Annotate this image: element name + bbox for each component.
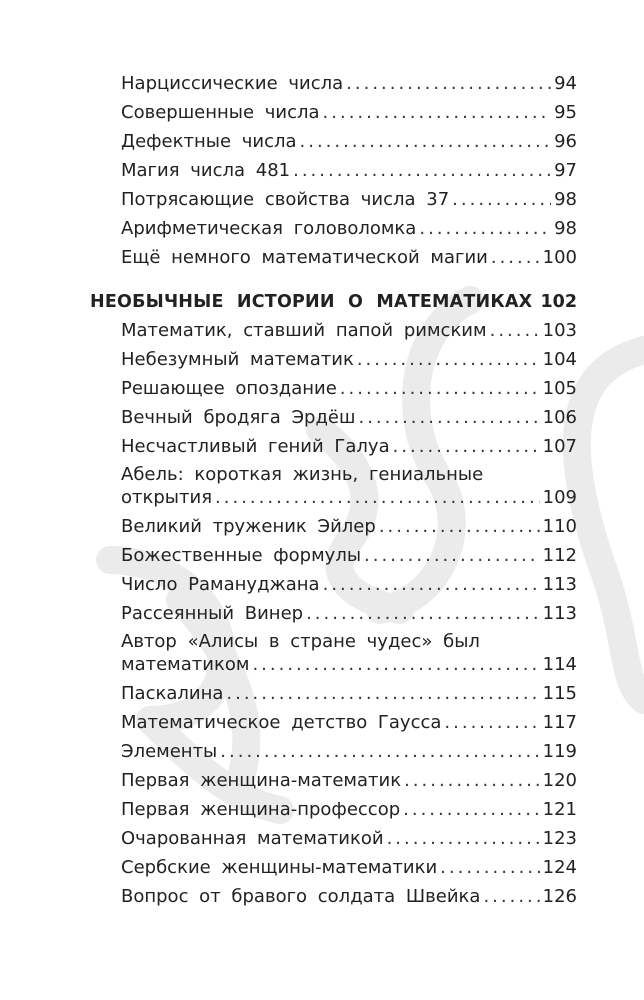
toc-entry-title: Вопрос от бравого солдата Швейка (121, 886, 481, 907)
toc-entry[interactable] (121, 515, 577, 539)
toc-entry-page: 121 (542, 799, 577, 820)
toc-leader (364, 544, 540, 568)
toc-entry-page: 106 (542, 407, 577, 428)
toc-leader (357, 348, 540, 372)
toc-entry-title: Несчастливый гений Галуа (121, 436, 390, 457)
toc-section-heading[interactable] (90, 290, 577, 314)
toc-entry-title: Решающее опоздание (121, 378, 337, 399)
toc-entry[interactable] (121, 406, 577, 430)
toc-entry-page: 115 (542, 683, 577, 704)
toc-entry-title: Число Рамануджана (121, 574, 320, 595)
toc-entry-title: Вечный бродяга Эрдёш (121, 407, 356, 428)
toc-entry-page: 113 (542, 574, 577, 595)
toc-entry-title: Первая женщина-профессор (121, 799, 401, 820)
toc-entry-title: Ещё немного математической магии (121, 247, 488, 268)
section-page: 102 (540, 292, 577, 312)
toc-entry-page: 109 (542, 487, 577, 508)
toc-entry-page: 114 (542, 654, 577, 675)
toc-entry-page: 112 (542, 545, 577, 566)
toc-entry[interactable] (121, 188, 577, 212)
toc-entry-page: 97 (554, 160, 577, 181)
toc-entry[interactable] (121, 740, 577, 764)
toc-entry-title: Паскалина (121, 683, 224, 704)
toc-entry-page: 96 (554, 131, 577, 152)
toc-entry[interactable] (121, 682, 577, 706)
toc-leader (215, 486, 540, 510)
toc-entry-title: Нарциссические числа (121, 73, 344, 94)
toc-entry[interactable] (121, 72, 577, 96)
toc-leader (323, 101, 552, 125)
toc-entry-page: 98 (554, 189, 577, 210)
toc-entry-title: Дефектные числа (121, 131, 297, 152)
toc-entry-page: 94 (554, 73, 577, 94)
toc-entry[interactable] (121, 435, 577, 459)
toc-leader (252, 653, 539, 677)
toc-entry[interactable] (121, 159, 577, 183)
toc-leader (226, 682, 539, 706)
toc-entry-title-line1: Абель: короткая жизнь, гениальные (121, 464, 484, 485)
toc-entry-page: 105 (542, 378, 577, 399)
toc-entry-page: 100 (542, 247, 577, 268)
toc-leader (535, 290, 537, 314)
toc-entry-title: Потрясающие свойства числа 37 (121, 189, 450, 210)
toc-entry[interactable] (121, 486, 577, 510)
toc-leader (419, 217, 551, 241)
toc-entry-title: Очарованная математикой (121, 828, 384, 849)
toc-entry-title: Божественные формулы (121, 545, 362, 566)
toc-entry[interactable] (121, 885, 577, 909)
toc-entry-page: 98 (554, 218, 577, 239)
toc-entry-page: 124 (542, 857, 577, 878)
toc-entry-page: 117 (542, 712, 577, 733)
toc-entry[interactable] (121, 101, 577, 125)
toc-leader (403, 798, 540, 822)
toc-entry-title: математиком (121, 654, 250, 675)
toc-entry-page: 120 (542, 770, 577, 791)
toc-entry[interactable] (121, 602, 577, 626)
toc-entry-title: Математик, ставший папой римским (121, 320, 487, 341)
toc-entry[interactable] (121, 348, 577, 372)
toc-entry-title: Совершенные числа (121, 102, 320, 123)
toc-entry[interactable] (121, 130, 577, 154)
toc-leader (300, 130, 552, 154)
toc-entry[interactable] (121, 573, 577, 597)
toc-leader (393, 435, 540, 459)
toc-leader (358, 406, 539, 430)
toc-leader (491, 246, 540, 270)
toc-entry-page: 107 (542, 436, 577, 457)
toc-entry-title: Элементы (121, 741, 218, 762)
toc-entry-page: 113 (542, 603, 577, 624)
toc-entry[interactable] (121, 711, 577, 735)
toc-leader (440, 856, 539, 880)
toc-entry-title: Магия числа 481 (121, 160, 291, 181)
toc-entry[interactable] (121, 798, 577, 822)
toc-leader (293, 159, 551, 183)
toc-leader (404, 769, 540, 793)
toc-entry-title: открытия (121, 487, 213, 508)
toc-leader (444, 711, 539, 735)
toc-entry-title: Сербские женщины-математики (121, 857, 438, 878)
toc-entry[interactable] (121, 246, 577, 270)
toc-entry-page: 95 (554, 102, 577, 123)
toc-entry[interactable] (121, 544, 577, 568)
toc-entry[interactable] (121, 653, 577, 677)
toc-leader (452, 188, 551, 212)
toc-leader (387, 827, 540, 851)
toc-entry[interactable] (121, 319, 577, 343)
toc-entry-title: Математическое детство Гаусса (121, 712, 442, 733)
toc-entry-page: 110 (542, 516, 577, 537)
toc-leader (483, 885, 539, 909)
toc-entry-title: Рассеянный Винер (121, 603, 304, 624)
toc-leader (346, 72, 551, 96)
section-title: НЕОБЫЧНЫЕ ИСТОРИИ О МАТЕМАТИКАХ (90, 292, 533, 312)
toc-entry-title: Небезумный математик (121, 349, 354, 370)
toc-entry-page: 123 (542, 828, 577, 849)
toc-leader (379, 515, 540, 539)
toc-entry-page: 119 (542, 741, 577, 762)
toc-entry[interactable] (121, 827, 577, 851)
toc-entry[interactable] (121, 856, 577, 880)
toc-leader (490, 319, 540, 343)
toc-leader (220, 740, 539, 764)
toc-entry-title: Великий труженик Эйлер (121, 516, 376, 537)
toc-entry-page: 126 (542, 886, 577, 907)
toc-entry-page: 104 (542, 349, 577, 370)
toc-entry[interactable] (121, 377, 577, 401)
toc-entry-title-line1: Автор «Алисы в стране чудес» был (121, 631, 480, 652)
toc-leader (306, 602, 540, 626)
toc-entry-page: 103 (542, 320, 577, 341)
toc-entry[interactable] (121, 769, 577, 793)
toc-entry-title: Первая женщина-математик (121, 770, 402, 791)
toc-entry-title: Арифметическая головоломка (121, 218, 417, 239)
toc-leader (323, 573, 540, 597)
toc-entry[interactable] (121, 217, 577, 241)
toc-leader (340, 377, 540, 401)
